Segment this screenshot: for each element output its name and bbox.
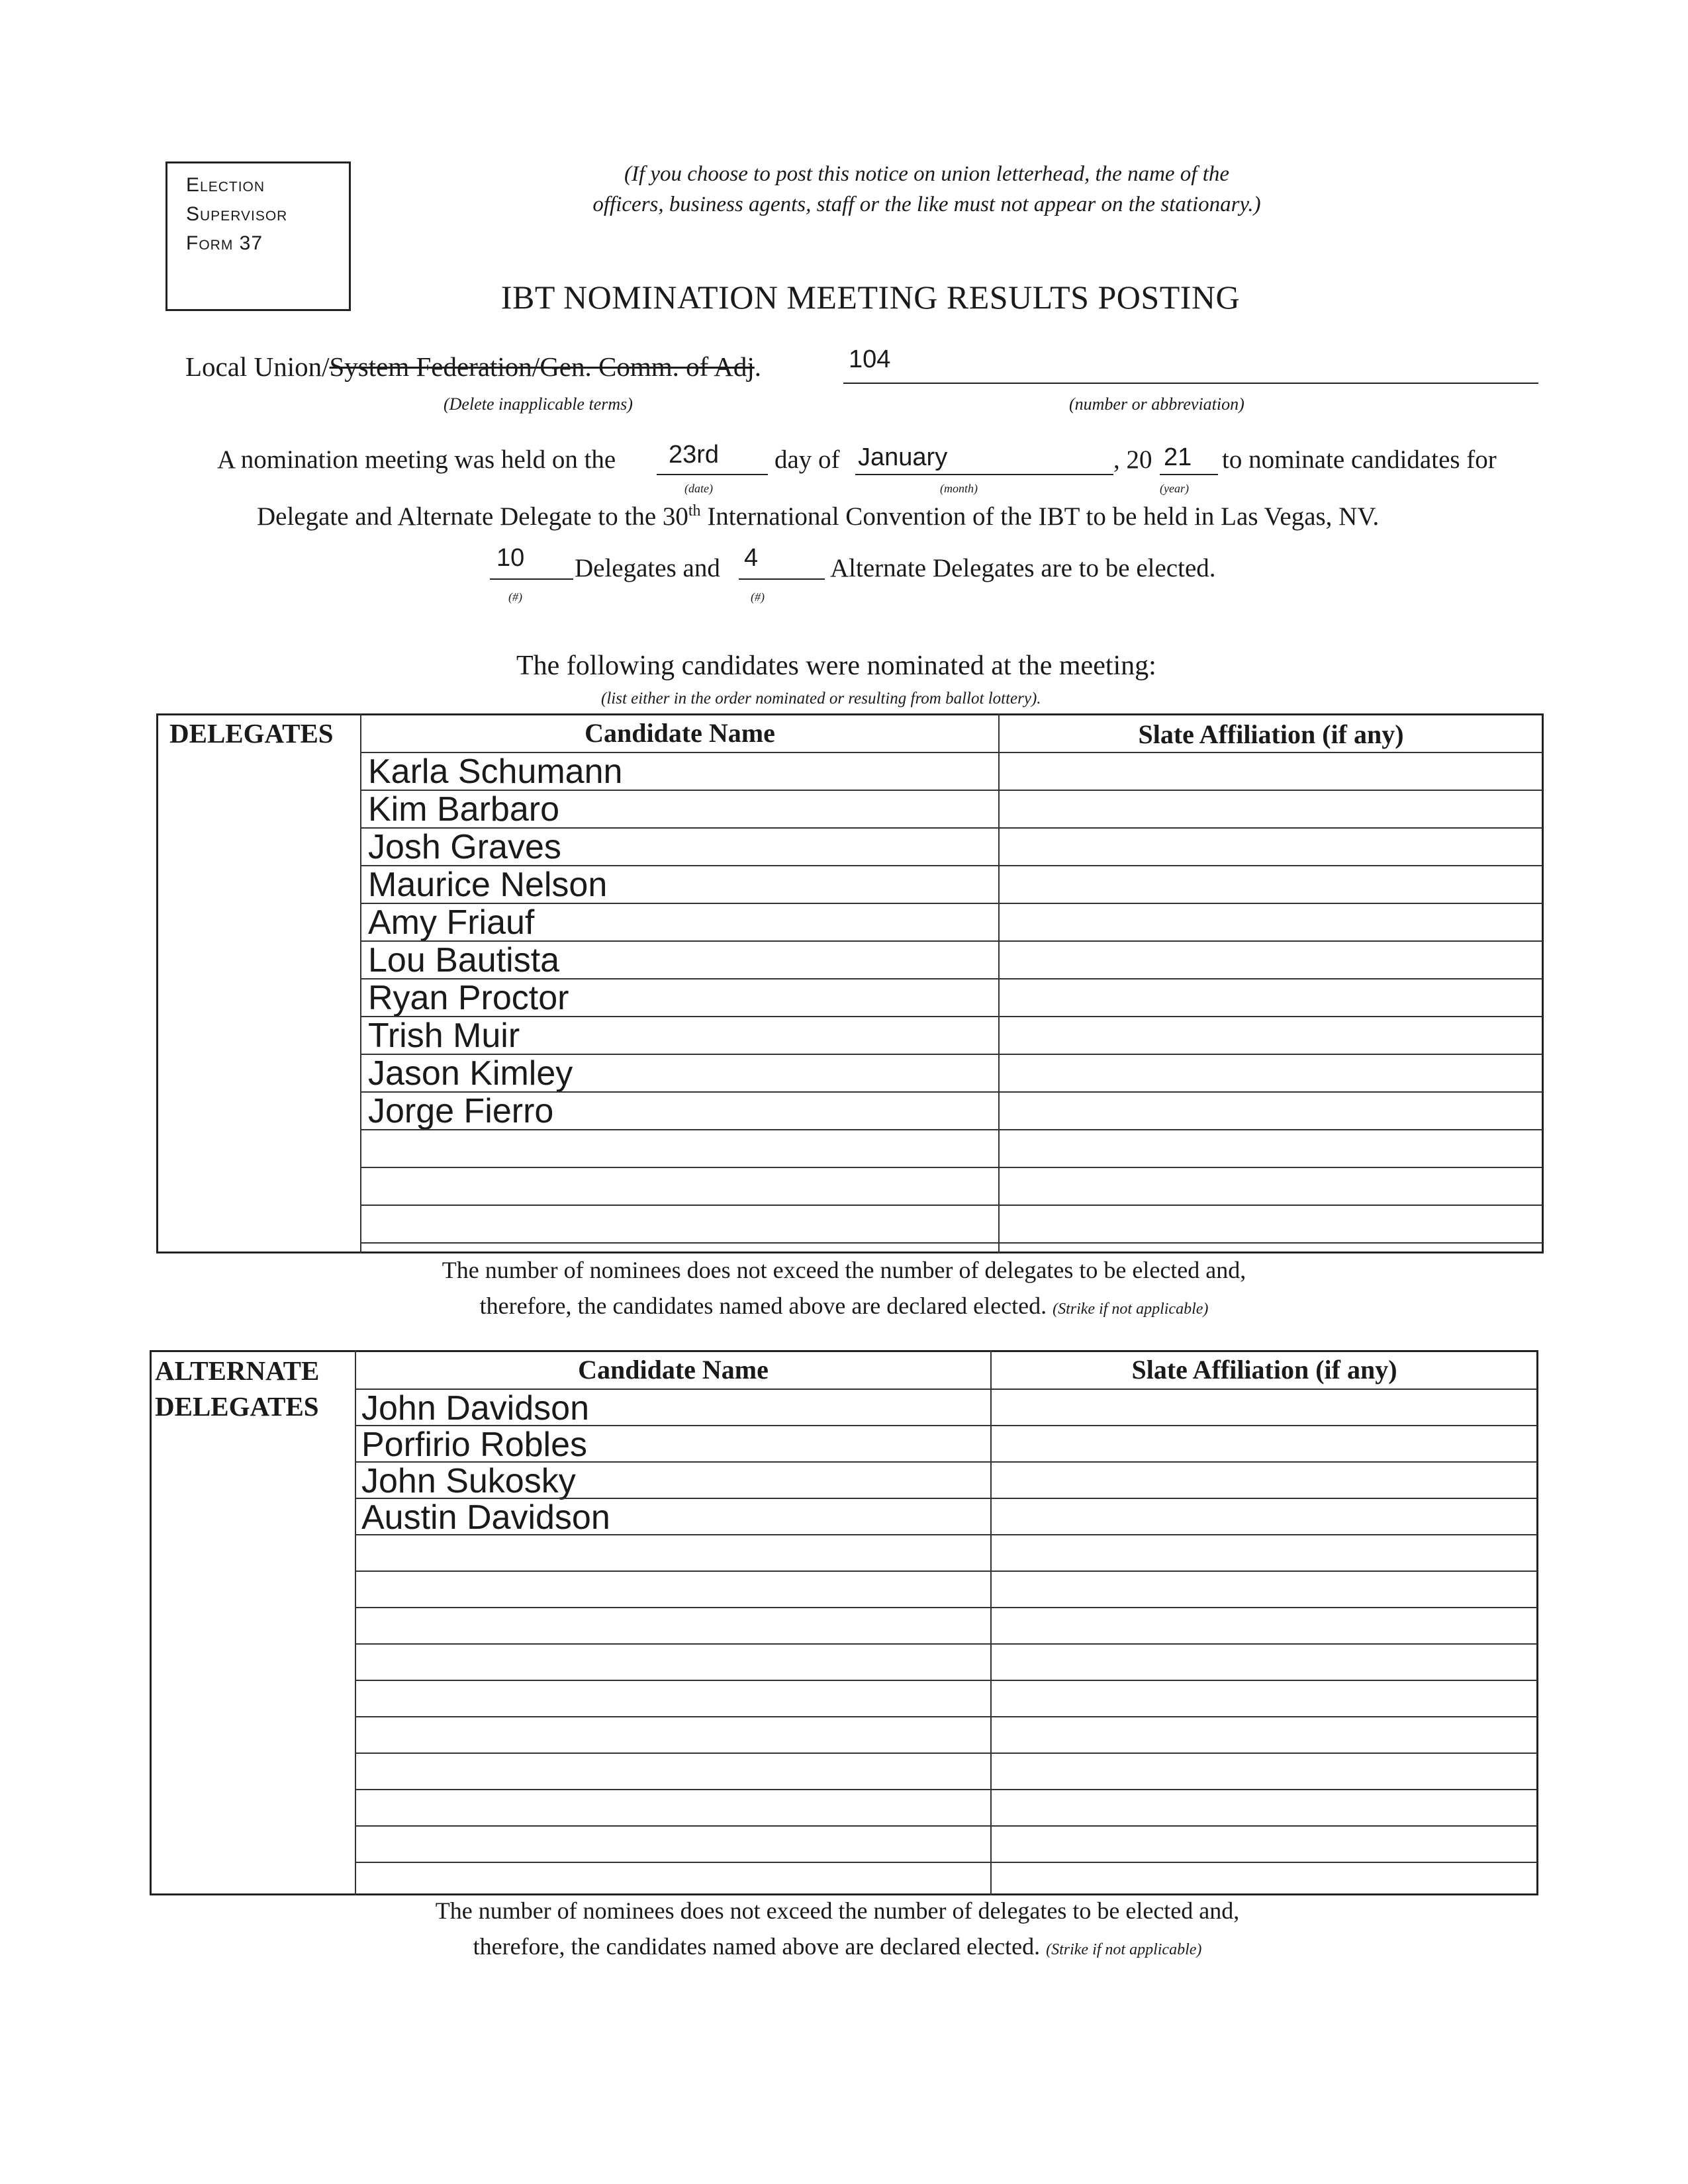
alternate-row-rule: [356, 1534, 1537, 1535]
alternate-row-rule: [356, 1607, 1537, 1608]
alternate-count-rule: [739, 578, 825, 580]
delegate-candidate-name: Jason Kimley: [368, 1054, 573, 1093]
meeting-month: January: [858, 443, 948, 471]
delegates-footer-text: therefore, the candidates named above are declared elected.: [479, 1293, 1047, 1319]
delegates-table: [156, 713, 1544, 1253]
candidates-order-note: (list either in the order nominated or resulting from ballot lottery).: [601, 690, 1041, 707]
alternates-table: [150, 1350, 1538, 1895]
meeting-year: 21: [1164, 443, 1192, 471]
struck-terms: System Federation/Gen. Comm. of Adj: [329, 351, 755, 382]
delegates-footer-line-2: [314, 1288, 1374, 1327]
form-label-line-1: Election: [186, 174, 265, 196]
convention-line: [257, 502, 1379, 531]
alternate-candidate-name: Porfirio Robles: [361, 1426, 588, 1464]
meeting-text-day-of: day of: [774, 445, 840, 474]
alternate-count-caption: (#): [751, 590, 765, 604]
delegate-candidate-name: Josh Graves: [368, 828, 561, 866]
alternates-footer-line-1: The number of nominees does not exceed the number of delegates to be elected and,: [435, 1897, 1240, 1924]
alternate-row-rule: [356, 1825, 1537, 1827]
year-caption: (year): [1160, 482, 1189, 495]
delegate-candidate-name: Kim Barbaro: [368, 790, 559, 829]
alternates-label: [155, 1353, 319, 1424]
form-label-line-2: Supervisor: [186, 203, 288, 225]
delegate-row-rule: [361, 903, 1542, 904]
alternate-row-rule: [356, 1643, 1537, 1645]
delegate-row-rule: [361, 1167, 1542, 1168]
convention-superscript: th: [688, 502, 701, 520]
year-rule: [1160, 474, 1218, 475]
delegates-col-slate-header: Slate Affiliation (if any): [1138, 719, 1404, 749]
notice-line-1: (If you choose to post this notice on union letterhead, the name of the: [624, 162, 1230, 186]
candidates-intro: The following candidates were nominated at the meeting:: [516, 651, 1156, 681]
meeting-text-before-date: A nomination meeting was held on the: [217, 445, 616, 474]
delegate-row-rule: [361, 1242, 1542, 1244]
delegates-label-divider: [360, 713, 361, 1253]
delegates-col-name-header: Candidate Name: [585, 718, 775, 748]
delete-caption: (Delete inapplicable terms): [444, 394, 633, 414]
delegate-candidate-name: Karla Schumann: [368, 752, 623, 791]
delegates-and-text: Delegates and: [575, 554, 720, 582]
month-caption: (month): [940, 482, 978, 495]
delegate-count-rule: [490, 578, 573, 580]
delegate-candidate-name: Trish Muir: [368, 1017, 520, 1055]
alternates-column-divider: [990, 1350, 992, 1895]
letterhead-notice: [503, 159, 1350, 220]
delegate-row-rule: [361, 1205, 1542, 1206]
delegate-count-caption: (#): [508, 590, 522, 604]
alternate-candidate-name: John Davidson: [361, 1389, 589, 1428]
alternates-label-line-1: ALTERNATE: [155, 1355, 320, 1386]
alternates-footer-text: therefore, the candidates named above are declared elected.: [473, 1933, 1041, 1960]
delegate-candidate-name: Lou Bautista: [368, 941, 560, 979]
page-title: IBT NOMINATION MEETING RESULTS POSTING: [500, 279, 1241, 316]
meeting-year-prefix: , 20: [1113, 445, 1152, 474]
alternate-row-rule: [356, 1789, 1537, 1790]
convention-text-a: Delegate and Alternate Delegate to the 30: [257, 502, 688, 531]
meeting-text-after-year: to nominate candidates for: [1222, 445, 1497, 474]
alternates-label-line-2: DELEGATES: [155, 1391, 319, 1422]
delegate-count: 10: [496, 544, 525, 572]
alternate-row-rule: [356, 1680, 1537, 1681]
number-caption: (number or abbreviation): [1069, 394, 1244, 414]
form-label-line-3: Form 37: [186, 232, 263, 254]
form-number-box: [165, 161, 351, 311]
meeting-date: 23rd: [669, 441, 720, 469]
delegate-row-rule: [361, 1016, 1542, 1017]
alternates-col-name-header: Candidate Name: [578, 1355, 769, 1385]
local-union-label: [185, 351, 761, 383]
delegates-footer: [314, 1252, 1374, 1327]
date-rule: [657, 474, 768, 475]
local-union-dot: .: [754, 351, 762, 382]
alternate-row-rule: [356, 1716, 1537, 1717]
alternate-row-rule: [356, 1752, 1537, 1754]
alternates-footer: [308, 1893, 1367, 1968]
delegate-candidate-name: Ryan Proctor: [368, 979, 569, 1017]
delegates-label: DELEGATES: [169, 718, 334, 749]
alternates-footer-line-2: [308, 1929, 1367, 1968]
local-union-rule: [843, 383, 1538, 384]
alternates-col-slate-header: Slate Affiliation (if any): [1131, 1355, 1397, 1385]
local-union-prefix: Local Union/: [185, 351, 330, 382]
local-union-number: 104: [849, 345, 891, 373]
date-caption: (date): [684, 482, 713, 495]
month-rule: [855, 474, 1113, 475]
alternates-label-divider: [355, 1350, 356, 1895]
delegates-column-divider: [998, 713, 1000, 1253]
alternate-count: 4: [744, 544, 759, 572]
alternates-strike-note: (Strike if not applicable): [1046, 1941, 1202, 1958]
delegate-candidate-name: Amy Friauf: [368, 903, 535, 942]
delegates-strike-note: (Strike if not applicable): [1053, 1300, 1209, 1318]
convention-text-b: International Convention of the IBT to be held in Las Vegas, NV.: [700, 502, 1380, 531]
delegate-candidate-name: Maurice Nelson: [368, 866, 608, 904]
notice-line-2: officers, business agents, staff or the like must not appear on the stationary.): [592, 193, 1261, 216]
alternate-candidate-name: John Sukosky: [361, 1462, 576, 1500]
alternate-row-rule: [356, 1570, 1537, 1572]
alternate-row-rule: [356, 1862, 1537, 1863]
delegates-footer-line-1: The number of nominees does not exceed the number of delegates to be elected and,: [442, 1257, 1246, 1283]
alternate-candidate-name: Austin Davidson: [361, 1498, 610, 1537]
delegate-candidate-name: Jorge Fierro: [368, 1092, 554, 1130]
alternates-elected-text: Alternate Delegates are to be elected.: [830, 554, 1216, 582]
delegate-row-rule: [361, 1129, 1542, 1130]
